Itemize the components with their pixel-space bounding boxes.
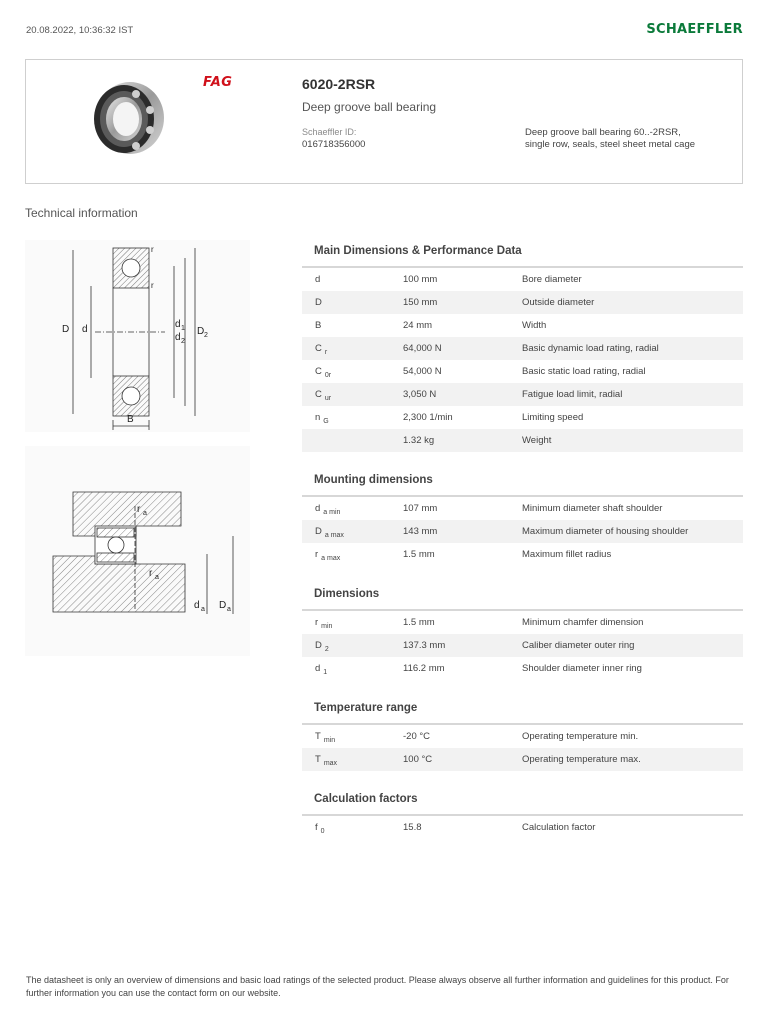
diagram-label-sub: a (143, 510, 147, 517)
product-description-line: single row, seals, steel sheet metal cage (525, 139, 696, 150)
symbol-subscript: a min (323, 509, 341, 516)
table-row (302, 429, 743, 452)
diagram-label: r (137, 504, 141, 515)
diagram-label-sub: 2 (181, 338, 185, 345)
table-row (302, 314, 743, 337)
row-value: 150 mm (403, 297, 438, 308)
group-spacer (302, 452, 743, 465)
diagram-label: d (194, 600, 200, 611)
table-row (302, 611, 743, 634)
symbol-subscript: min (323, 737, 336, 744)
row-symbol (302, 320, 403, 331)
row-symbol (302, 366, 403, 377)
table-row (302, 748, 743, 771)
row-symbol (302, 274, 403, 285)
row-description: Fatigue load limit, radial (522, 389, 623, 400)
symbol-subscript: a max (324, 532, 344, 539)
schaeffler-id-value: 016718356000 (302, 139, 366, 150)
row-value: 100 mm (403, 274, 438, 285)
row-symbol (302, 412, 403, 423)
symbol: d (315, 503, 321, 514)
symbol-subscript: ur (324, 395, 332, 402)
diagram-label-sub: a (155, 574, 159, 581)
table-row (302, 543, 743, 566)
symbol: B (315, 320, 322, 331)
table-group-title: Calculation factors (314, 793, 418, 805)
symbol-subscript: a max (321, 555, 341, 562)
schaeffler-logo: SCHAEFFLER (646, 22, 743, 37)
row-symbol (302, 526, 403, 537)
row-description: Calculation factor (522, 822, 596, 833)
row-symbol (302, 343, 403, 354)
row-symbol (302, 549, 403, 560)
table-row (302, 520, 743, 543)
product-subtitle: Deep groove ball bearing (302, 100, 437, 114)
row-description: Limiting speed (522, 412, 584, 423)
table-row (302, 816, 743, 839)
row-symbol (302, 663, 403, 674)
specification-tables (302, 236, 743, 839)
group-spacer (302, 771, 743, 784)
schaeffler-id-label: Schaeffler ID: (302, 127, 357, 137)
table-group-title: Temperature range (314, 702, 418, 714)
row-value: 137.3 mm (403, 640, 446, 651)
row-value: -20 °C (403, 731, 431, 742)
group-spacer (302, 680, 743, 693)
diagram-label: D (219, 600, 227, 611)
section-heading: Technical information (25, 206, 138, 220)
symbol: D (315, 526, 322, 537)
mounting-dimensions-drawing (25, 446, 250, 656)
symbol-subscript: 2 (324, 646, 329, 653)
row-description: Basic static load rating, radial (522, 366, 646, 377)
symbol-subscript: max (323, 760, 338, 767)
diagram-label: d (175, 332, 181, 343)
bearing-product-image (88, 80, 168, 158)
row-symbol (302, 617, 403, 628)
row-description: Weight (522, 435, 552, 446)
fag-logo: FAG (203, 75, 233, 90)
row-description: Outside diameter (522, 297, 595, 308)
symbol-subscript: 0 (320, 828, 325, 835)
symbol: d (315, 663, 321, 674)
table-row (302, 497, 743, 520)
symbol: D (315, 640, 322, 651)
diagram-label: d (175, 319, 181, 330)
row-description: Maximum fillet radius (522, 549, 612, 560)
symbol: C (315, 366, 322, 377)
diagram-label: r (151, 245, 154, 254)
row-value: 1.32 kg (403, 435, 435, 446)
row-value: 1.5 mm (403, 617, 435, 628)
row-description: Operating temperature min. (522, 731, 639, 742)
table-row (302, 291, 743, 314)
row-value: 24 mm (403, 320, 433, 331)
product-description-line: Deep groove ball bearing 60..-2RSR, (525, 127, 681, 138)
symbol: T (315, 731, 321, 742)
diagram-label-sub: a (201, 606, 205, 613)
symbol-subscript: G (323, 418, 329, 425)
row-value: 100 °C (403, 754, 433, 765)
row-symbol (302, 731, 403, 742)
row-value: 15.8 (403, 822, 422, 833)
row-symbol (302, 754, 403, 765)
row-description: Basic dynamic load rating, radial (522, 343, 659, 354)
row-description: Width (522, 320, 547, 331)
product-card (25, 59, 743, 184)
row-description: Maximum diameter of housing shoulder (522, 526, 689, 537)
product-title: 6020-2RSR (302, 76, 376, 92)
table-row (302, 268, 743, 291)
diagram-label: D (62, 324, 70, 335)
row-symbol (302, 297, 403, 308)
row-symbol (302, 822, 403, 833)
table-row (302, 360, 743, 383)
symbol-subscript: 1 (323, 669, 328, 676)
row-description: Shoulder diameter inner ring (522, 663, 642, 674)
row-symbol (302, 435, 403, 446)
diagram-label: r (151, 281, 154, 290)
table-row (302, 406, 743, 429)
table-row (302, 725, 743, 748)
row-value: 116.2 mm (403, 663, 445, 674)
timestamp: 20.08.2022, 10:36:32 IST (26, 25, 134, 36)
diagram-label-sub: 2 (204, 332, 208, 339)
symbol-subscript: min (321, 623, 333, 630)
row-description: Caliber diameter outer ring (522, 640, 635, 651)
symbol: r (315, 617, 319, 628)
table-row (302, 657, 743, 680)
row-value: 64,000 N (403, 343, 442, 354)
diagram-label: d (82, 324, 88, 335)
row-description: Operating temperature max. (522, 754, 641, 765)
table-group-title: Main Dimensions & Performance Data (314, 245, 522, 257)
row-value: 143 mm (403, 526, 438, 537)
group-spacer (302, 566, 743, 579)
row-symbol (302, 503, 403, 514)
row-description: Minimum diameter shaft shoulder (522, 503, 663, 514)
diagram-label-sub: a (227, 606, 231, 613)
table-group-title: Mounting dimensions (314, 474, 433, 486)
row-value: 54,000 N (403, 366, 442, 377)
row-symbol (302, 389, 403, 400)
table-row (302, 383, 743, 406)
symbol: n (315, 412, 321, 423)
symbol: r (315, 549, 319, 560)
diagram-label-sub: 1 (181, 325, 185, 332)
row-symbol (302, 640, 403, 651)
symbol-subscript: 0r (324, 372, 332, 379)
footer-disclaimer: The datasheet is only an overview of dimensions and basic load ratings of the selected product. Please always observe all further information and guidelines for this product. For further information you can use the contact form on our website. (26, 975, 729, 998)
symbol: T (315, 754, 321, 765)
row-value: 107 mm (403, 503, 438, 514)
product-description (525, 127, 735, 151)
diagram-label: B (127, 414, 134, 425)
symbol: f (315, 822, 318, 833)
symbol-subscript: r (324, 349, 328, 356)
diagram-label: D (197, 326, 205, 337)
bearing-cross-section-drawing (25, 240, 250, 432)
table-row (302, 337, 743, 360)
table-group-title: Dimensions (314, 588, 380, 600)
symbol: C (315, 343, 322, 354)
symbol: d (315, 274, 321, 285)
diagram-label: r (149, 568, 153, 579)
row-value: 1.5 mm (403, 549, 435, 560)
symbol: D (315, 297, 322, 308)
row-value: 2,300 1/min (403, 412, 453, 423)
row-description: Bore diameter (522, 274, 582, 285)
row-value: 3,050 N (403, 389, 437, 400)
row-description: Minimum chamfer dimension (522, 617, 644, 628)
table-row (302, 634, 743, 657)
symbol: C (315, 389, 322, 400)
